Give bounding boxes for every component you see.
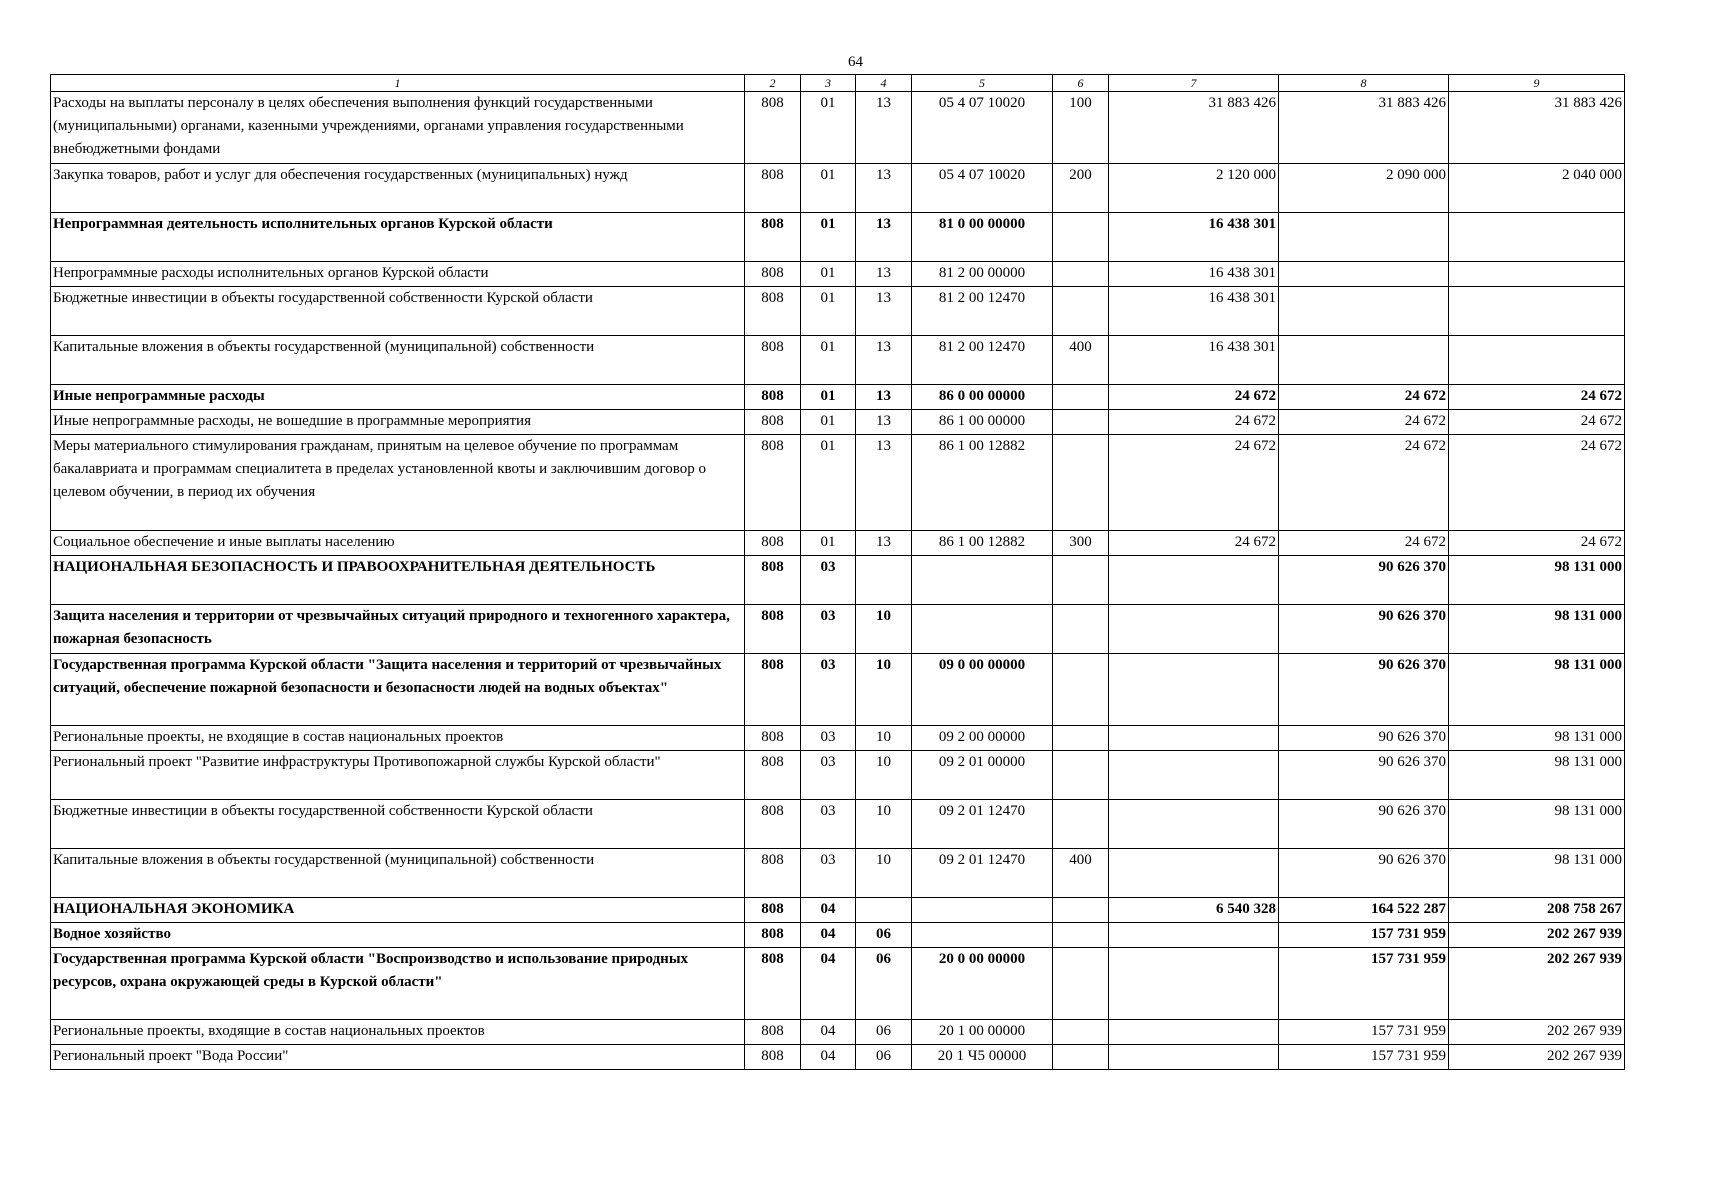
ministry-code-cell: 808 <box>745 898 801 923</box>
table-row <box>51 605 1625 654</box>
ministry-code-cell: 808 <box>745 1020 801 1045</box>
row-name-cell: Непрограммная деятельность исполнительных органов Курской области <box>51 213 745 262</box>
amount-col8-cell: 90 626 370 <box>1279 605 1449 654</box>
section-cell: 01 <box>801 385 856 410</box>
amount-col7-cell: 16 438 301 <box>1109 336 1279 385</box>
table-row <box>51 726 1625 751</box>
section-cell: 03 <box>801 726 856 751</box>
target-article-cell: 09 2 01 12470 <box>912 800 1053 849</box>
section-cell: 03 <box>801 751 856 800</box>
row-name-cell: Бюджетные инвестиции в объекты государственной собственности Курской области <box>51 287 745 336</box>
amount-col9-cell: 24 672 <box>1449 435 1625 531</box>
expense-type-cell <box>1053 751 1109 800</box>
section-cell: 04 <box>801 948 856 1020</box>
ministry-code-cell: 808 <box>745 726 801 751</box>
target-article-cell: 05 4 07 10020 <box>912 92 1053 164</box>
amount-col8-cell: 24 672 <box>1279 531 1449 556</box>
amount-col7-cell <box>1109 1045 1279 1070</box>
section-cell: 04 <box>801 1045 856 1070</box>
row-name-cell: Непрограммные расходы исполнительных органов Курской области <box>51 262 745 287</box>
subsection-cell: 13 <box>856 213 912 262</box>
amount-col9-cell: 202 267 939 <box>1449 1045 1625 1070</box>
amount-col8-cell: 90 626 370 <box>1279 800 1449 849</box>
amount-col9-cell: 202 267 939 <box>1449 1020 1625 1045</box>
subsection-cell: 13 <box>856 410 912 435</box>
ministry-code-cell: 808 <box>745 948 801 1020</box>
section-cell: 03 <box>801 605 856 654</box>
table-row <box>51 923 1625 948</box>
target-article-cell: 86 0 00 00000 <box>912 385 1053 410</box>
amount-col7-cell <box>1109 751 1279 800</box>
amount-col7-cell: 31 883 426 <box>1109 92 1279 164</box>
section-cell: 04 <box>801 898 856 923</box>
amount-col9-cell: 98 131 000 <box>1449 556 1625 605</box>
column-number-row <box>51 75 1625 92</box>
target-article-cell: 20 1 00 00000 <box>912 1020 1053 1045</box>
expense-type-cell <box>1053 385 1109 410</box>
amount-col7-cell <box>1109 556 1279 605</box>
target-article-cell: 86 1 00 00000 <box>912 410 1053 435</box>
table-row <box>51 410 1625 435</box>
col-header-9: 9 <box>1449 75 1625 92</box>
col-header-1: 1 <box>51 75 745 92</box>
target-article-cell: 20 1 Ч5 00000 <box>912 1045 1053 1070</box>
amount-col8-cell: 24 672 <box>1279 435 1449 531</box>
target-article-cell: 86 1 00 12882 <box>912 531 1053 556</box>
table-row <box>51 1020 1625 1045</box>
amount-col7-cell: 24 672 <box>1109 531 1279 556</box>
section-cell: 01 <box>801 164 856 213</box>
amount-col8-cell <box>1279 336 1449 385</box>
subsection-cell: 06 <box>856 1045 912 1070</box>
expense-type-cell <box>1053 726 1109 751</box>
table-row <box>51 531 1625 556</box>
section-cell: 03 <box>801 849 856 898</box>
expense-type-cell <box>1053 948 1109 1020</box>
amount-col8-cell: 157 731 959 <box>1279 1020 1449 1045</box>
section-cell: 01 <box>801 262 856 287</box>
expense-type-cell <box>1053 556 1109 605</box>
col-header-7: 7 <box>1109 75 1279 92</box>
amount-col9-cell: 98 131 000 <box>1449 800 1625 849</box>
expense-type-cell: 200 <box>1053 164 1109 213</box>
table-row <box>51 435 1625 531</box>
amount-col9-cell: 24 672 <box>1449 385 1625 410</box>
amount-col9-cell <box>1449 287 1625 336</box>
amount-col9-cell <box>1449 262 1625 287</box>
ministry-code-cell: 808 <box>745 92 801 164</box>
col-header-5: 5 <box>912 75 1053 92</box>
budget-table <box>50 74 1625 1070</box>
amount-col7-cell: 2 120 000 <box>1109 164 1279 213</box>
amount-col7-cell <box>1109 923 1279 948</box>
section-cell: 03 <box>801 654 856 726</box>
amount-col7-cell <box>1109 800 1279 849</box>
amount-col9-cell: 208 758 267 <box>1449 898 1625 923</box>
amount-col7-cell: 24 672 <box>1109 435 1279 531</box>
row-name-cell: Меры материального стимулирования гражданам, принятым на целевое обучение по программам бакалавриата и программам специалитета в пределах установленной квоты и заключившим договор о целевом обучении, в период их обучения <box>51 435 745 531</box>
amount-col8-cell: 90 626 370 <box>1279 751 1449 800</box>
row-name-cell: НАЦИОНАЛЬНАЯ БЕЗОПАСНОСТЬ И ПРАВООХРАНИТЕЛЬНАЯ ДЕЯТЕЛЬНОСТЬ <box>51 556 745 605</box>
target-article-cell: 09 2 01 12470 <box>912 849 1053 898</box>
subsection-cell: 13 <box>856 435 912 531</box>
row-name-cell: Защита населения и территории от чрезвычайных ситуаций природного и техногенного характера, пожарная безопасность <box>51 605 745 654</box>
row-name-cell: Региональный проект "Развитие инфраструктуры Противопожарной службы Курской области" <box>51 751 745 800</box>
expense-type-cell: 300 <box>1053 531 1109 556</box>
section-cell: 01 <box>801 92 856 164</box>
amount-col8-cell: 24 672 <box>1279 385 1449 410</box>
row-name-cell: Региональный проект "Вода России" <box>51 1045 745 1070</box>
subsection-cell: 10 <box>856 800 912 849</box>
amount-col9-cell: 2 040 000 <box>1449 164 1625 213</box>
expense-type-cell <box>1053 923 1109 948</box>
table-row <box>51 948 1625 1020</box>
ministry-code-cell: 808 <box>745 213 801 262</box>
amount-col8-cell: 90 626 370 <box>1279 726 1449 751</box>
subsection-cell: 13 <box>856 92 912 164</box>
expense-type-cell <box>1053 1045 1109 1070</box>
expense-type-cell <box>1053 213 1109 262</box>
row-name-cell: Региональные проекты, не входящие в состав национальных проектов <box>51 726 745 751</box>
amount-col8-cell: 90 626 370 <box>1279 556 1449 605</box>
subsection-cell: 13 <box>856 287 912 336</box>
amount-col9-cell: 202 267 939 <box>1449 948 1625 1020</box>
ministry-code-cell: 808 <box>745 385 801 410</box>
target-article-cell: 09 0 00 00000 <box>912 654 1053 726</box>
col-header-2: 2 <box>745 75 801 92</box>
row-name-cell: Иные непрограммные расходы <box>51 385 745 410</box>
ministry-code-cell: 808 <box>745 164 801 213</box>
table-row <box>51 556 1625 605</box>
ministry-code-cell: 808 <box>745 800 801 849</box>
row-name-cell: Закупка товаров, работ и услуг для обеспечения государственных (муниципальных) нужд <box>51 164 745 213</box>
amount-col7-cell: 6 540 328 <box>1109 898 1279 923</box>
row-name-cell: Капитальные вложения в объекты государственной (муниципальной) собственности <box>51 336 745 385</box>
amount-col9-cell: 31 883 426 <box>1449 92 1625 164</box>
target-article-cell: 20 0 00 00000 <box>912 948 1053 1020</box>
row-name-cell: Государственная программа Курской области "Воспроизводство и использование природных ресурсов, охрана окружающей среды в Курской области" <box>51 948 745 1020</box>
expense-type-cell: 400 <box>1053 849 1109 898</box>
amount-col8-cell: 164 522 287 <box>1279 898 1449 923</box>
amount-col7-cell: 16 438 301 <box>1109 287 1279 336</box>
amount-col7-cell <box>1109 849 1279 898</box>
amount-col9-cell: 202 267 939 <box>1449 923 1625 948</box>
amount-col7-cell <box>1109 605 1279 654</box>
amount-col8-cell: 31 883 426 <box>1279 92 1449 164</box>
subsection-cell: 10 <box>856 654 912 726</box>
ministry-code-cell: 808 <box>745 531 801 556</box>
subsection-cell: 06 <box>856 1020 912 1045</box>
amount-col8-cell: 157 731 959 <box>1279 948 1449 1020</box>
amount-col9-cell <box>1449 213 1625 262</box>
row-name-cell: Социальное обеспечение и иные выплаты населению <box>51 531 745 556</box>
subsection-cell: 13 <box>856 164 912 213</box>
amount-col8-cell: 2 090 000 <box>1279 164 1449 213</box>
row-name-cell: Капитальные вложения в объекты государственной (муниципальной) собственности <box>51 849 745 898</box>
target-article-cell: 81 2 00 12470 <box>912 287 1053 336</box>
subsection-cell <box>856 898 912 923</box>
subsection-cell <box>856 556 912 605</box>
row-name-cell: Бюджетные инвестиции в объекты государственной собственности Курской области <box>51 800 745 849</box>
table-row <box>51 287 1625 336</box>
col-header-8: 8 <box>1279 75 1449 92</box>
subsection-cell: 13 <box>856 531 912 556</box>
expense-type-cell: 100 <box>1053 92 1109 164</box>
section-cell: 03 <box>801 800 856 849</box>
amount-col9-cell: 98 131 000 <box>1449 849 1625 898</box>
ministry-code-cell: 808 <box>745 923 801 948</box>
amount-col7-cell: 16 438 301 <box>1109 213 1279 262</box>
expense-type-cell <box>1053 287 1109 336</box>
target-article-cell <box>912 898 1053 923</box>
ministry-code-cell: 808 <box>745 849 801 898</box>
table-row <box>51 336 1625 385</box>
table-body <box>51 92 1625 1070</box>
ministry-code-cell: 808 <box>745 556 801 605</box>
subsection-cell: 13 <box>856 385 912 410</box>
amount-col8-cell <box>1279 213 1449 262</box>
section-cell: 04 <box>801 923 856 948</box>
target-article-cell: 05 4 07 10020 <box>912 164 1053 213</box>
expense-type-cell <box>1053 1020 1109 1045</box>
ministry-code-cell: 808 <box>745 336 801 385</box>
table-row <box>51 164 1625 213</box>
amount-col7-cell: 24 672 <box>1109 385 1279 410</box>
amount-col7-cell <box>1109 654 1279 726</box>
section-cell: 01 <box>801 336 856 385</box>
expense-type-cell <box>1053 654 1109 726</box>
row-name-cell: Региональные проекты, входящие в состав национальных проектов <box>51 1020 745 1045</box>
subsection-cell: 13 <box>856 262 912 287</box>
ministry-code-cell: 808 <box>745 410 801 435</box>
amount-col9-cell: 98 131 000 <box>1449 751 1625 800</box>
table-row <box>51 849 1625 898</box>
table-row <box>51 385 1625 410</box>
amount-col7-cell <box>1109 948 1279 1020</box>
amount-col7-cell: 24 672 <box>1109 410 1279 435</box>
amount-col8-cell: 90 626 370 <box>1279 654 1449 726</box>
expense-type-cell <box>1053 410 1109 435</box>
amount-col7-cell: 16 438 301 <box>1109 262 1279 287</box>
amount-col9-cell <box>1449 336 1625 385</box>
section-cell: 01 <box>801 435 856 531</box>
table-row <box>51 213 1625 262</box>
row-name-cell: Расходы на выплаты персоналу в целях обеспечения выполнения функций государственными (муниципальными) органами, казенными учреждениями, органами управления государственными внебюджетными фондами <box>51 92 745 164</box>
col-header-6: 6 <box>1053 75 1109 92</box>
page-number: 64 <box>848 54 863 70</box>
amount-col7-cell <box>1109 1020 1279 1045</box>
amount-col8-cell: 90 626 370 <box>1279 849 1449 898</box>
ministry-code-cell: 808 <box>745 435 801 531</box>
section-cell: 01 <box>801 531 856 556</box>
subsection-cell: 06 <box>856 923 912 948</box>
section-cell: 01 <box>801 410 856 435</box>
target-article-cell: 81 2 00 00000 <box>912 262 1053 287</box>
row-name-cell: Государственная программа Курской области "Защита населения и территорий от чрезвычайных ситуаций, обеспечение пожарной безопасности и безопасности людей на водных объектах" <box>51 654 745 726</box>
table-row <box>51 751 1625 800</box>
target-article-cell <box>912 556 1053 605</box>
section-cell: 01 <box>801 213 856 262</box>
amount-col9-cell: 24 672 <box>1449 531 1625 556</box>
amount-col8-cell <box>1279 287 1449 336</box>
table-row <box>51 800 1625 849</box>
amount-col8-cell: 157 731 959 <box>1279 1045 1449 1070</box>
target-article-cell: 09 2 01 00000 <box>912 751 1053 800</box>
expense-type-cell: 400 <box>1053 336 1109 385</box>
amount-col9-cell: 98 131 000 <box>1449 726 1625 751</box>
expense-type-cell <box>1053 800 1109 849</box>
target-article-cell: 86 1 00 12882 <box>912 435 1053 531</box>
section-cell: 03 <box>801 556 856 605</box>
row-name-cell: НАЦИОНАЛЬНАЯ ЭКОНОМИКА <box>51 898 745 923</box>
expense-type-cell <box>1053 435 1109 531</box>
subsection-cell: 06 <box>856 948 912 1020</box>
target-article-cell: 81 2 00 12470 <box>912 336 1053 385</box>
target-article-cell: 09 2 00 00000 <box>912 726 1053 751</box>
amount-col8-cell <box>1279 262 1449 287</box>
amount-col9-cell: 98 131 000 <box>1449 605 1625 654</box>
section-cell: 01 <box>801 287 856 336</box>
row-name-cell: Водное хозяйство <box>51 923 745 948</box>
ministry-code-cell: 808 <box>745 1045 801 1070</box>
table-row <box>51 898 1625 923</box>
subsection-cell: 13 <box>856 336 912 385</box>
target-article-cell <box>912 605 1053 654</box>
table-row <box>51 92 1625 164</box>
table-row <box>51 262 1625 287</box>
amount-col7-cell <box>1109 726 1279 751</box>
section-cell: 04 <box>801 1020 856 1045</box>
ministry-code-cell: 808 <box>745 287 801 336</box>
subsection-cell: 10 <box>856 751 912 800</box>
table-row <box>51 654 1625 726</box>
expense-type-cell <box>1053 605 1109 654</box>
table-row <box>51 1045 1625 1070</box>
expense-type-cell <box>1053 898 1109 923</box>
ministry-code-cell: 808 <box>745 262 801 287</box>
subsection-cell: 10 <box>856 726 912 751</box>
amount-col9-cell: 24 672 <box>1449 410 1625 435</box>
subsection-cell: 10 <box>856 605 912 654</box>
amount-col8-cell: 24 672 <box>1279 410 1449 435</box>
col-header-4: 4 <box>856 75 912 92</box>
target-article-cell <box>912 923 1053 948</box>
col-header-3: 3 <box>801 75 856 92</box>
amount-col9-cell: 98 131 000 <box>1449 654 1625 726</box>
target-article-cell: 81 0 00 00000 <box>912 213 1053 262</box>
subsection-cell: 10 <box>856 849 912 898</box>
ministry-code-cell: 808 <box>745 751 801 800</box>
ministry-code-cell: 808 <box>745 605 801 654</box>
amount-col8-cell: 157 731 959 <box>1279 923 1449 948</box>
ministry-code-cell: 808 <box>745 654 801 726</box>
expense-type-cell <box>1053 262 1109 287</box>
row-name-cell: Иные непрограммные расходы, не вошедшие в программные мероприятия <box>51 410 745 435</box>
